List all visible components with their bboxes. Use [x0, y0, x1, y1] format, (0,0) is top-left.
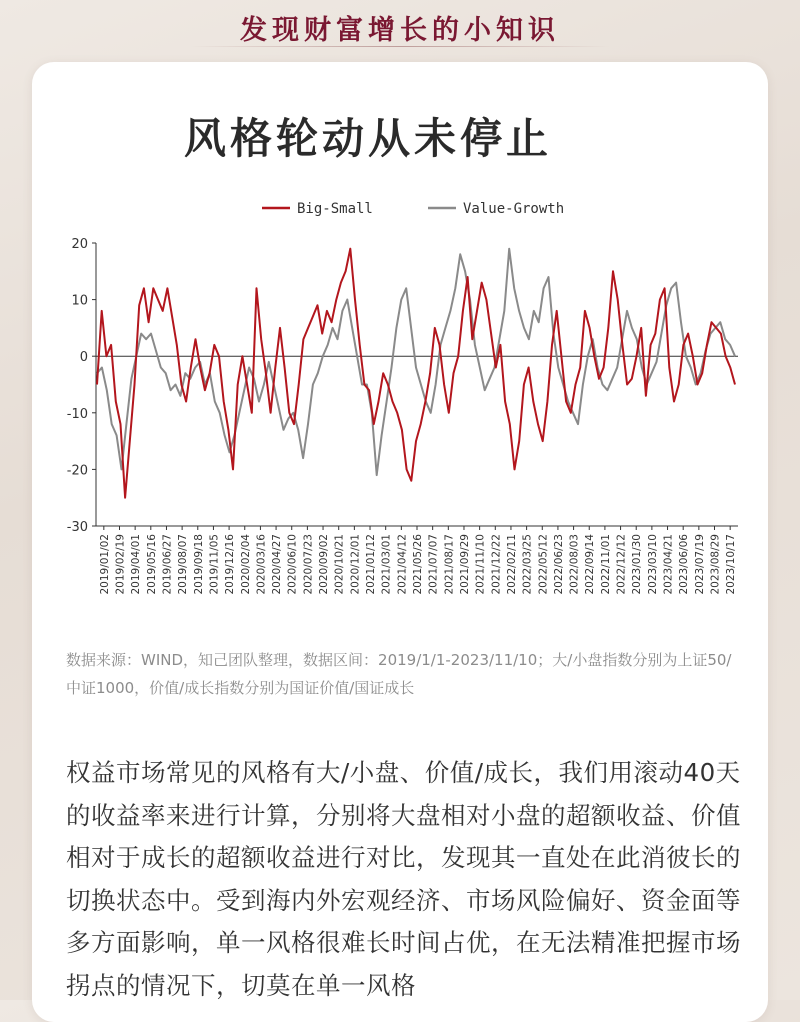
y-tick-label: 20	[71, 237, 88, 252]
x-tick-label: 2019/08/07	[177, 534, 190, 595]
x-tick-label: 2019/06/27	[161, 534, 174, 595]
x-tick-label: 2019/01/02	[98, 534, 111, 595]
x-tick-label: 2020/02/04	[239, 534, 252, 595]
x-tick-label: 2022/09/14	[584, 534, 597, 595]
x-tick-label: 2023/08/29	[709, 534, 722, 595]
x-tick-label: 2022/05/12	[537, 534, 550, 595]
x-tick-label: 2021/03/01	[380, 534, 393, 595]
x-tick-label: 2022/06/23	[552, 534, 565, 595]
x-tick-label: 2021/07/07	[427, 534, 440, 595]
x-tick-label: 2022/11/01	[599, 534, 612, 595]
x-tick-label: 2019/11/05	[208, 534, 221, 595]
x-tick-label: 2021/11/10	[474, 534, 487, 595]
x-tick-label: 2019/05/16	[145, 534, 158, 595]
body-paragraph: 权益市场常见的风格有大/小盘、价值/成长，我们用滚动40天的收益率来进行计算，分别将大盘相对小盘的超额收益、价值相对于成长的超额收益进行对比，发现其一直处在此消彼长的切换状态中。受到海内外宏观经济、市场风险偏好、资金面等多方面影响，单一风格很难长时间占优，在无法精准把握市场拐点的情况下，切莫在单一风格	[66, 758, 741, 1000]
page-title: 风格轮动从未停止	[183, 114, 552, 163]
y-tick-label: -10	[66, 406, 88, 422]
x-tick-label: 2021/04/12	[396, 534, 409, 595]
x-tick-label: 2020/06/10	[286, 534, 299, 595]
x-tick-label: 2023/03/10	[646, 534, 659, 595]
x-tick-label: 2022/12/12	[615, 534, 628, 595]
x-tick-label: 2023/01/30	[631, 534, 644, 595]
x-tick-label: 2021/05/26	[412, 534, 424, 595]
x-tick-label: 2022/02/11	[505, 534, 518, 595]
x-tick-label: 2020/07/23	[302, 534, 315, 595]
x-tick-label: 2023/07/19	[693, 534, 706, 595]
x-tick-label: 2023/06/06	[678, 534, 691, 595]
x-tick-label: 2019/12/16	[224, 534, 237, 595]
x-tick-label: 2021/12/22	[490, 534, 503, 595]
x-tick-label: 2020/09/02	[318, 534, 331, 595]
x-tick-label: 2020/03/16	[255, 534, 268, 595]
x-tick-label: 2019/09/18	[192, 534, 205, 595]
y-tick-label: 0	[79, 350, 88, 366]
x-tick-label: 2023/10/17	[725, 534, 738, 595]
x-tick-label: 2022/03/25	[521, 534, 534, 595]
legend-value-growth-label: Value-Growth	[463, 201, 565, 217]
x-tick-label: 2020/12/01	[349, 534, 362, 595]
legend-big-small-label: Big-Small	[297, 201, 373, 217]
x-tick-label: 2023/04/21	[662, 534, 675, 595]
x-tick-label: 2020/04/27	[271, 534, 284, 595]
x-tick-label: 2022/08/03	[568, 534, 581, 595]
x-tick-label: 2020/10/21	[333, 534, 346, 595]
banner-title: 发现财富增长的小知识	[240, 15, 560, 46]
y-tick-label: -20	[66, 463, 88, 479]
x-tick-label: 2019/02/19	[114, 534, 127, 595]
x-tick-label: 2021/09/29	[458, 534, 471, 595]
data-source-note: 数据来源：WIND，知己团队整理，数据区间：2019/1/1-2023/11/10；大/小盘指数分别为上证50/中证1000，价值/成长指数分别为国证价值/国证成长	[66, 651, 732, 697]
x-tick-label: 2019/04/01	[130, 534, 143, 595]
x-tick-label: 2021/01/12	[365, 534, 378, 595]
y-tick-label: -30	[66, 520, 88, 535]
x-tick-label: 2021/08/17	[443, 534, 456, 595]
y-tick-label: 10	[71, 293, 88, 309]
